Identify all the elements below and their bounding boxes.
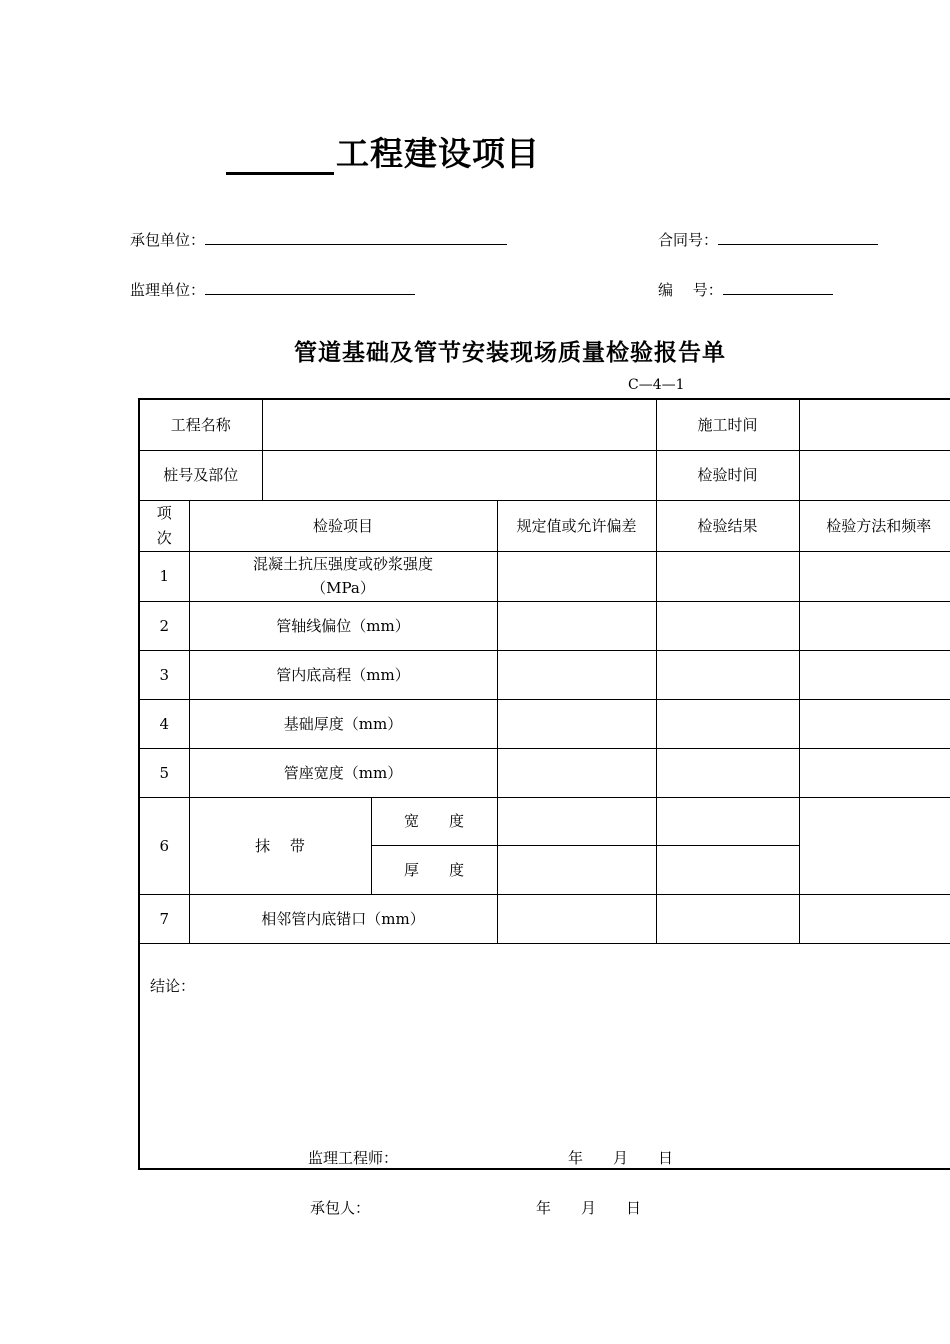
serial-field: 编 号：: [658, 279, 833, 300]
row-spec[interactable]: [497, 797, 656, 845]
engineer-date: 年 月 日: [568, 1148, 674, 1167]
project-name-blank: [226, 142, 334, 175]
construction-time-label: 施工时间: [656, 399, 799, 450]
row-method[interactable]: [799, 748, 950, 797]
row-result[interactable]: [656, 551, 799, 601]
contract-no-input-line[interactable]: [718, 229, 878, 245]
row-result[interactable]: [656, 601, 799, 650]
header-item-no: 项次: [139, 500, 189, 551]
row-method[interactable]: [799, 699, 950, 748]
row-method[interactable]: [799, 894, 950, 943]
project-title: 工程建设项目: [226, 128, 540, 175]
row-result[interactable]: [656, 845, 799, 894]
table-row: [139, 601, 950, 650]
contractor-sign-date: 年 月 日: [536, 1199, 642, 1217]
station-label: 桩号及部位: [139, 450, 262, 500]
form-title: 管道基础及管节安装现场质量检验报告单: [294, 340, 726, 366]
row-no: 6: [139, 797, 189, 894]
table-row: [139, 551, 950, 601]
row-item: 相邻管内底错口（mm）: [189, 894, 497, 943]
inspection-time-value[interactable]: [799, 450, 950, 500]
row-result[interactable]: [656, 797, 799, 845]
inspection-time-label: 检验时间: [656, 450, 799, 500]
row-no: 3: [139, 650, 189, 699]
row-result[interactable]: [656, 748, 799, 797]
row-method[interactable]: [799, 650, 950, 699]
table-row: [139, 748, 950, 797]
row-item: 管轴线偏位（mm）: [189, 601, 497, 650]
table-row: [139, 797, 950, 845]
row-result[interactable]: [656, 650, 799, 699]
row-no: 4: [139, 699, 189, 748]
row-method[interactable]: [799, 797, 950, 894]
row-subitem-thickness: 厚 度: [371, 845, 497, 894]
supervisor-field: 监理单位：: [130, 279, 415, 300]
engineer-label: 监理工程师：: [308, 1148, 399, 1167]
serial-input-line[interactable]: [723, 279, 833, 295]
row-spec[interactable]: [497, 650, 656, 699]
row-item: 管座宽度（mm）: [189, 748, 497, 797]
header-item: 检验项目: [189, 500, 497, 551]
station-value[interactable]: [262, 450, 656, 500]
row-item: 基础厚度（mm）: [189, 699, 497, 748]
contractor-input-line[interactable]: [205, 229, 507, 245]
row-subitem-width: 宽 度: [371, 797, 497, 845]
table-row: [139, 650, 950, 699]
row-method[interactable]: [799, 601, 950, 650]
contractor-sign-label: 承包人：: [310, 1199, 371, 1217]
row-item: 管内底高程（mm）: [189, 650, 497, 699]
row-method[interactable]: [799, 551, 950, 601]
row-spec[interactable]: [497, 845, 656, 894]
row-no: 2: [139, 601, 189, 650]
row-no: 5: [139, 748, 189, 797]
conclusion-box[interactable]: [139, 943, 950, 1169]
project-name-label: 工程名称: [139, 399, 262, 450]
inspection-table: [138, 398, 950, 1170]
row-item: 抹 带: [189, 797, 371, 894]
conclusion-label: 结论：: [150, 976, 196, 995]
row-result[interactable]: [656, 894, 799, 943]
project-name-value[interactable]: [262, 399, 656, 450]
header-method: 检验方法和频率: [799, 500, 950, 551]
header-result: 检验结果: [656, 500, 799, 551]
table-row: [139, 894, 950, 943]
row-item: 混凝土抗压强度或砂浆强度 （MPa）: [189, 551, 497, 601]
row-spec[interactable]: [497, 601, 656, 650]
row-spec[interactable]: [497, 894, 656, 943]
construction-time-value[interactable]: [799, 399, 950, 450]
supervisor-input-line[interactable]: [205, 279, 415, 295]
header-spec: 规定值或允许偏差: [497, 500, 656, 551]
row-spec[interactable]: [497, 748, 656, 797]
contractor-field: 承包单位：: [130, 229, 507, 250]
contract-no-field: 合同号：: [658, 229, 878, 250]
row-result[interactable]: [656, 699, 799, 748]
row-no: 1: [139, 551, 189, 601]
form-code: C—4—1: [628, 377, 685, 393]
row-spec[interactable]: [497, 551, 656, 601]
table-row: [139, 699, 950, 748]
row-spec[interactable]: [497, 699, 656, 748]
row-no: 7: [139, 894, 189, 943]
